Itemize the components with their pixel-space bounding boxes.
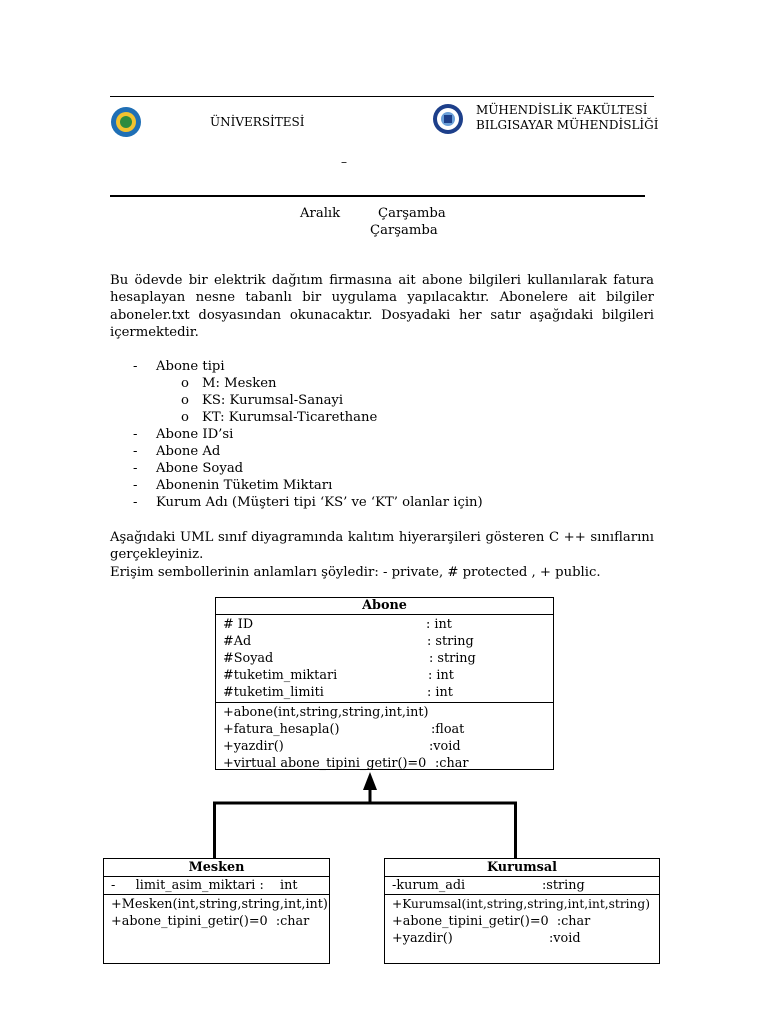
- date-month: Aralık: [300, 206, 341, 221]
- method-type: :void: [549, 931, 581, 946]
- attr-type: : int: [428, 668, 454, 683]
- list-bullet: o: [181, 410, 189, 425]
- list-item-label: Abone ID’si: [156, 427, 234, 442]
- list-dash: -: [133, 427, 138, 442]
- attr-name: # ID: [223, 617, 254, 632]
- list-item: [133, 460, 633, 477]
- method-name: +Kurumsal(int,string,string,int,int,string): [392, 897, 650, 911]
- uml-method: [392, 930, 659, 947]
- uml-attribute: [223, 667, 553, 684]
- list-dash: -: [133, 478, 138, 493]
- attr-name: -kurum_adi: [392, 878, 466, 893]
- attr-name: - limit_asim_miktari :: [111, 878, 264, 893]
- list-subitem: [133, 375, 633, 392]
- department-name: BILGISAYAR MÜHENDİSLİĞİ: [476, 118, 659, 132]
- title-dash: –: [341, 155, 347, 169]
- method-type: :float: [431, 722, 465, 737]
- list-item: [133, 477, 633, 494]
- attr-name: #tuketim_miktari: [223, 668, 338, 683]
- list-item: [133, 494, 633, 511]
- attr-name: #Ad: [223, 634, 252, 649]
- attr-type: : int: [427, 685, 453, 700]
- uml-attribute: [223, 633, 553, 650]
- uml-class-title: Abone: [216, 598, 553, 615]
- attr-name: #tuketim_limiti: [223, 685, 324, 700]
- attr-type: :string: [542, 878, 585, 893]
- uml-attributes: [104, 877, 329, 895]
- list-item-label: Abonenin Tüketim Miktarı: [156, 478, 333, 493]
- date-day-1: Çarşamba: [378, 206, 446, 221]
- uml-method: [111, 913, 329, 930]
- list-dash: -: [133, 444, 138, 459]
- list-item: [133, 358, 633, 375]
- list-item-label: Abone tipi: [156, 359, 225, 374]
- uml-method: [223, 721, 553, 738]
- uml-class-kurumsal: [384, 858, 660, 964]
- access-symbols-note: Erişim sembollerinin anlamları şöyledir: - private, # protected , + public.: [110, 565, 601, 580]
- uml-attributes: [385, 877, 659, 895]
- uml-attribute: [223, 650, 553, 667]
- uml-attributes: [216, 615, 553, 703]
- method-name: +abone(int,string,string,int,int): [223, 705, 429, 720]
- inheritance-connector: [200, 768, 540, 863]
- method-type: :void: [429, 739, 461, 754]
- uml-method: [392, 896, 659, 913]
- uml-attribute: [111, 877, 329, 894]
- uml-attribute: [392, 877, 659, 894]
- university-logo-icon: [110, 106, 142, 138]
- list-item-label: Kurum Adı (Müşteri tipi ‘KS’ ve ‘KT’ olanlar için): [156, 495, 483, 510]
- attr-type: int: [280, 878, 298, 893]
- uml-class-title: Kurumsal: [385, 859, 659, 877]
- list-subitem-label: KS: Kurumsal-Sanayi: [202, 393, 344, 408]
- uml-instruction: Aşağıdaki UML sınıf diyagramında kalıtım hiyerarşileri gösteren C ++ sınıflarını gerçekleyiniz.: [110, 530, 654, 563]
- header-top-rule: [110, 96, 654, 97]
- uml-method: [223, 704, 553, 721]
- method-name: +abone_tipini_getir()=0 :char: [392, 914, 591, 929]
- method-name: +fatura_hesapla(): [223, 722, 340, 737]
- field-list: [133, 358, 633, 511]
- faculty-name: MÜHENDİSLİK FAKÜLTESİ: [476, 103, 648, 117]
- method-name: +virtual abone_tipini_getir()=0: [223, 756, 427, 771]
- uml-attribute: [223, 684, 553, 701]
- intro-paragraph: Bu ödevde bir elektrik dağıtım firmasına ait abone bilgileri kullanılarak fatura hesaplayan nesne tabanlı bir uygulama yapılacaktır. Abonelere ait bilgiler aboneler.txt dosyasından okunacaktır. Dosyadaki her satır aşağıdaki bilgileri içermektedir.: [110, 273, 654, 340]
- list-bullet: o: [181, 393, 189, 408]
- list-bullet: o: [181, 376, 189, 391]
- list-item: [133, 443, 633, 460]
- date-day-2: Çarşamba: [370, 223, 438, 238]
- list-dash: -: [133, 359, 138, 374]
- method-name: +yazdir(): [223, 739, 284, 754]
- method-name: +abone_tipini_getir()=0 :char: [111, 914, 310, 929]
- uml-attribute: [223, 616, 553, 633]
- university-name: ÜNİVERSİTESİ: [210, 115, 305, 129]
- uml-method: [392, 913, 659, 930]
- uml-method: [111, 896, 329, 913]
- list-item: [133, 426, 633, 443]
- uml-class-abone: [215, 597, 554, 770]
- list-subitem: [133, 409, 633, 426]
- list-subitem-label: KT: Kurumsal-Ticarethane: [202, 410, 378, 425]
- list-item-label: Abone Soyad: [156, 461, 244, 476]
- list-subitem: [133, 392, 633, 409]
- uml-methods: [216, 703, 553, 772]
- list-subitem-label: M: Mesken: [202, 376, 277, 391]
- uml-class-mesken: [103, 858, 330, 964]
- list-item-label: Abone Ad: [156, 444, 221, 459]
- list-dash: -: [133, 461, 138, 476]
- attr-name: #Soyad: [223, 651, 274, 666]
- list-dash: -: [133, 495, 138, 510]
- attr-type: : string: [427, 634, 474, 649]
- method-name: +yazdir(): [392, 931, 453, 946]
- method-type: :char: [435, 756, 469, 771]
- uml-methods: [385, 895, 659, 947]
- uml-methods: [104, 895, 329, 930]
- attr-type: : string: [429, 651, 476, 666]
- header-bottom-rule: [110, 195, 645, 197]
- uml-class-title: Mesken: [104, 859, 329, 877]
- method-name: +Mesken(int,string,string,int,int): [111, 897, 328, 912]
- uml-method: [223, 738, 553, 755]
- attr-type: : int: [426, 617, 452, 632]
- faculty-logo-icon: [432, 103, 464, 135]
